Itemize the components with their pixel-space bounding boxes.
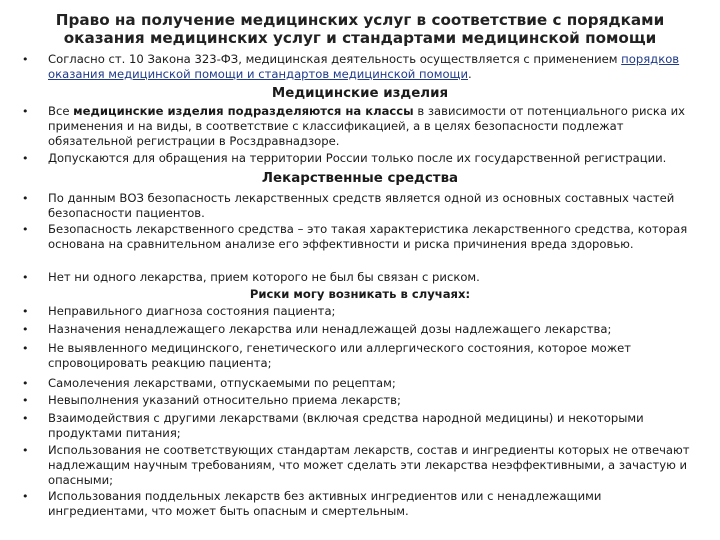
heading-medical-devices: Медицинские изделия — [271, 86, 449, 101]
risks-heading: Риски могу возникать в случаях: — [249, 287, 471, 301]
law-text-end: . — [468, 67, 472, 81]
bullet-no-risk-free: • Нет ни одного лекарства, прием которого не был бы связан с риском. — [48, 270, 698, 285]
bullet-device-classes — [48, 104, 698, 149]
risk-item: • Неправильного диагноза состояния пациента; — [48, 304, 698, 319]
standards-link[interactable]: порядков оказания медицинской помощи и стандартов медицинской помощи — [48, 52, 680, 81]
bullet-device-registration: • Допускаются для обращения на территории России только после их государственной регистрации. — [48, 151, 698, 166]
device-text-start: Все — [48, 104, 74, 118]
risk-item: • Использования поддельных лекарств без активных ингредиентов или с ненадлежащими ингредиентами, что может быть опасным и смертельным. — [48, 489, 698, 519]
risk-item: • Назначения ненадлежащего лекарства или ненадлежащей дозы надлежащего лекарства; — [48, 322, 698, 337]
heading-drugs: Лекарственные средства — [261, 171, 459, 186]
risk-item: • Невыполнения указаний относительно приема лекарств; — [48, 393, 698, 408]
device-text-bold: медицинские изделия подразделяются на классы — [73, 104, 414, 118]
law-text: Согласно ст. 10 Закона 323-ФЗ, медицинская деятельность осуществляется с применением — [48, 52, 622, 66]
risk-item: • Не выявленного медицинского, генетического или аллергического состояния, которое может спровоцировать реакцию пациента; — [48, 341, 698, 371]
bullet-who-safety: • По данным ВОЗ безопасность лекарственных средств является одной из основных составных частей безопасности пациентов. — [48, 191, 698, 221]
bullet-drug-safety-definition: • Безопасность лекарственного средства – это такая характеристика лекарственного средства, которая основана на сравнительном анализе его эффективности и риска причинения вреда здоровью. — [48, 222, 698, 252]
risk-item: • Использования не соответствующих стандартам лекарств, состав и ингредиенты которых не отвечают надлежащим научным требованиям, что может сделать эти лекарства неэффективными, а зачастую и опасными; — [48, 443, 698, 488]
risk-item: • Самолечения лекарствами, отпускаемыми по рецептам; — [48, 376, 698, 391]
risk-item: • Взаимодействия с другими лекарствами (включая средства народной медицины) и некоторыми продуктами питания; — [48, 411, 698, 441]
device-text-end: в зависимости от потенциального риска их применения и на виды, в соответствие с классификацией, а в целях безопасности подлежат обязательной регистрации в Росздравнадзоре. — [48, 104, 686, 148]
bullet-law-reference — [48, 52, 698, 82]
slide-title: Право на получение медицинских услуг в соответствие с порядками оказания медицинских услуг и стандартами медицинской помощи — [55, 11, 665, 47]
